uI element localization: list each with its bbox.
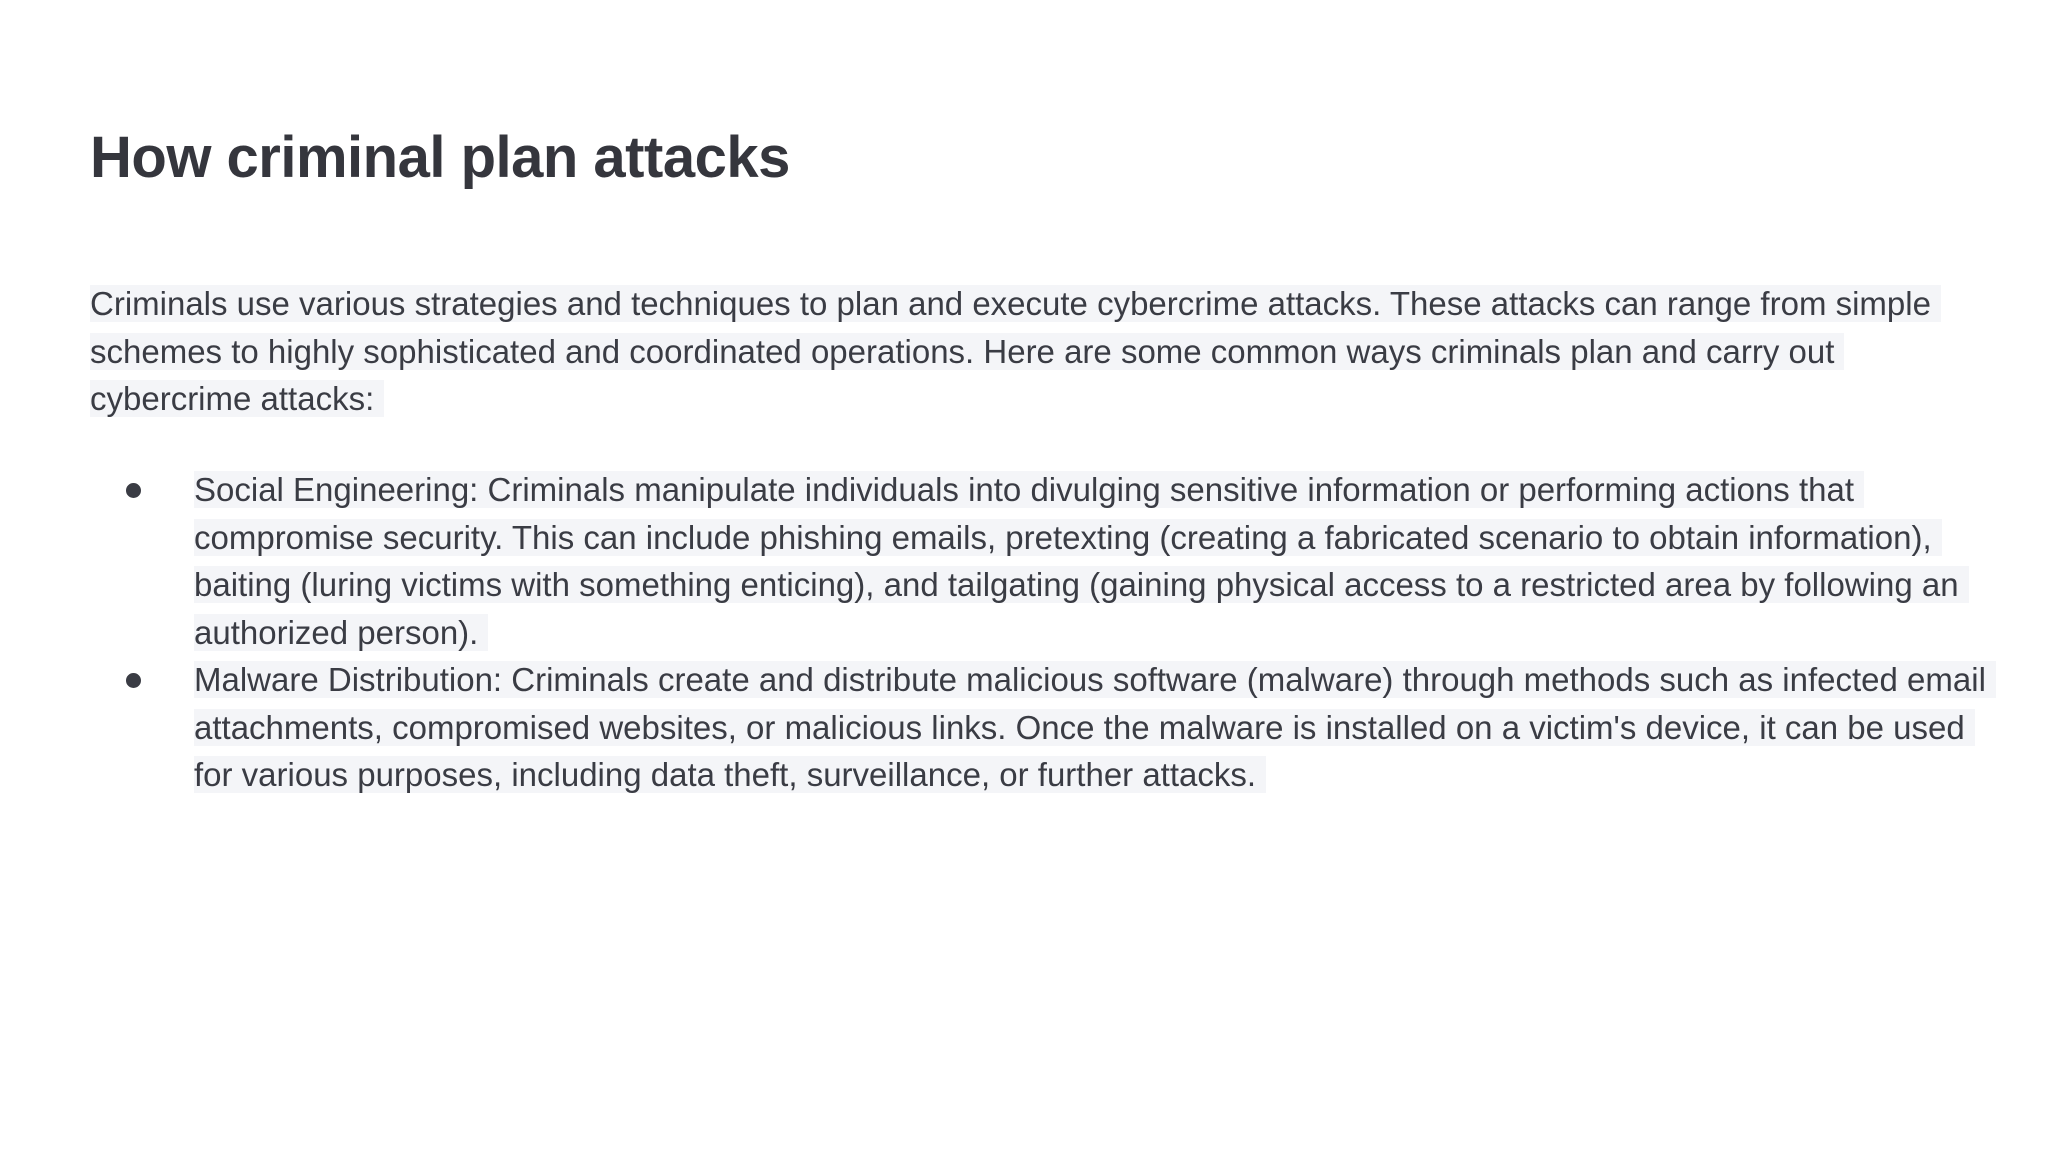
bullet-dot-icon bbox=[126, 673, 141, 688]
bullet-text: Social Engineering: Criminals manipulate individuals into divulging sensitive information or performing actions that compromise security. This can include phishing emails, pretexting (creating a fabricated scenario to obtain information), baiting (luring victims with something enticing), and tailgating (gaining physical access to a restricted area by following an authorized person). bbox=[194, 471, 1969, 651]
bullet-list bbox=[90, 466, 1990, 799]
slide-title: How criminal plan attacks bbox=[90, 125, 790, 190]
bullet-dot-icon bbox=[126, 483, 141, 498]
intro-paragraph bbox=[90, 280, 1990, 423]
bullet-item-social-engineering bbox=[90, 466, 1990, 656]
bullet-item-malware-distribution bbox=[90, 656, 1990, 799]
intro-text: Criminals use various strategies and techniques to plan and execute cybercrime attacks. These attacks can range from simple schemes to highly sophisticated and coordinated operations. Here are some common ways criminals plan and carry out cybercrime attacks: bbox=[90, 285, 1941, 417]
bullet-text: Malware Distribution: Criminals create and distribute malicious software (malware) through methods such as infected email attachments, compromised websites, or malicious links. Once the malware is installed on a victim's device, it can be used for various purposes, including data theft, surveillance, or further attacks. bbox=[194, 661, 1996, 793]
